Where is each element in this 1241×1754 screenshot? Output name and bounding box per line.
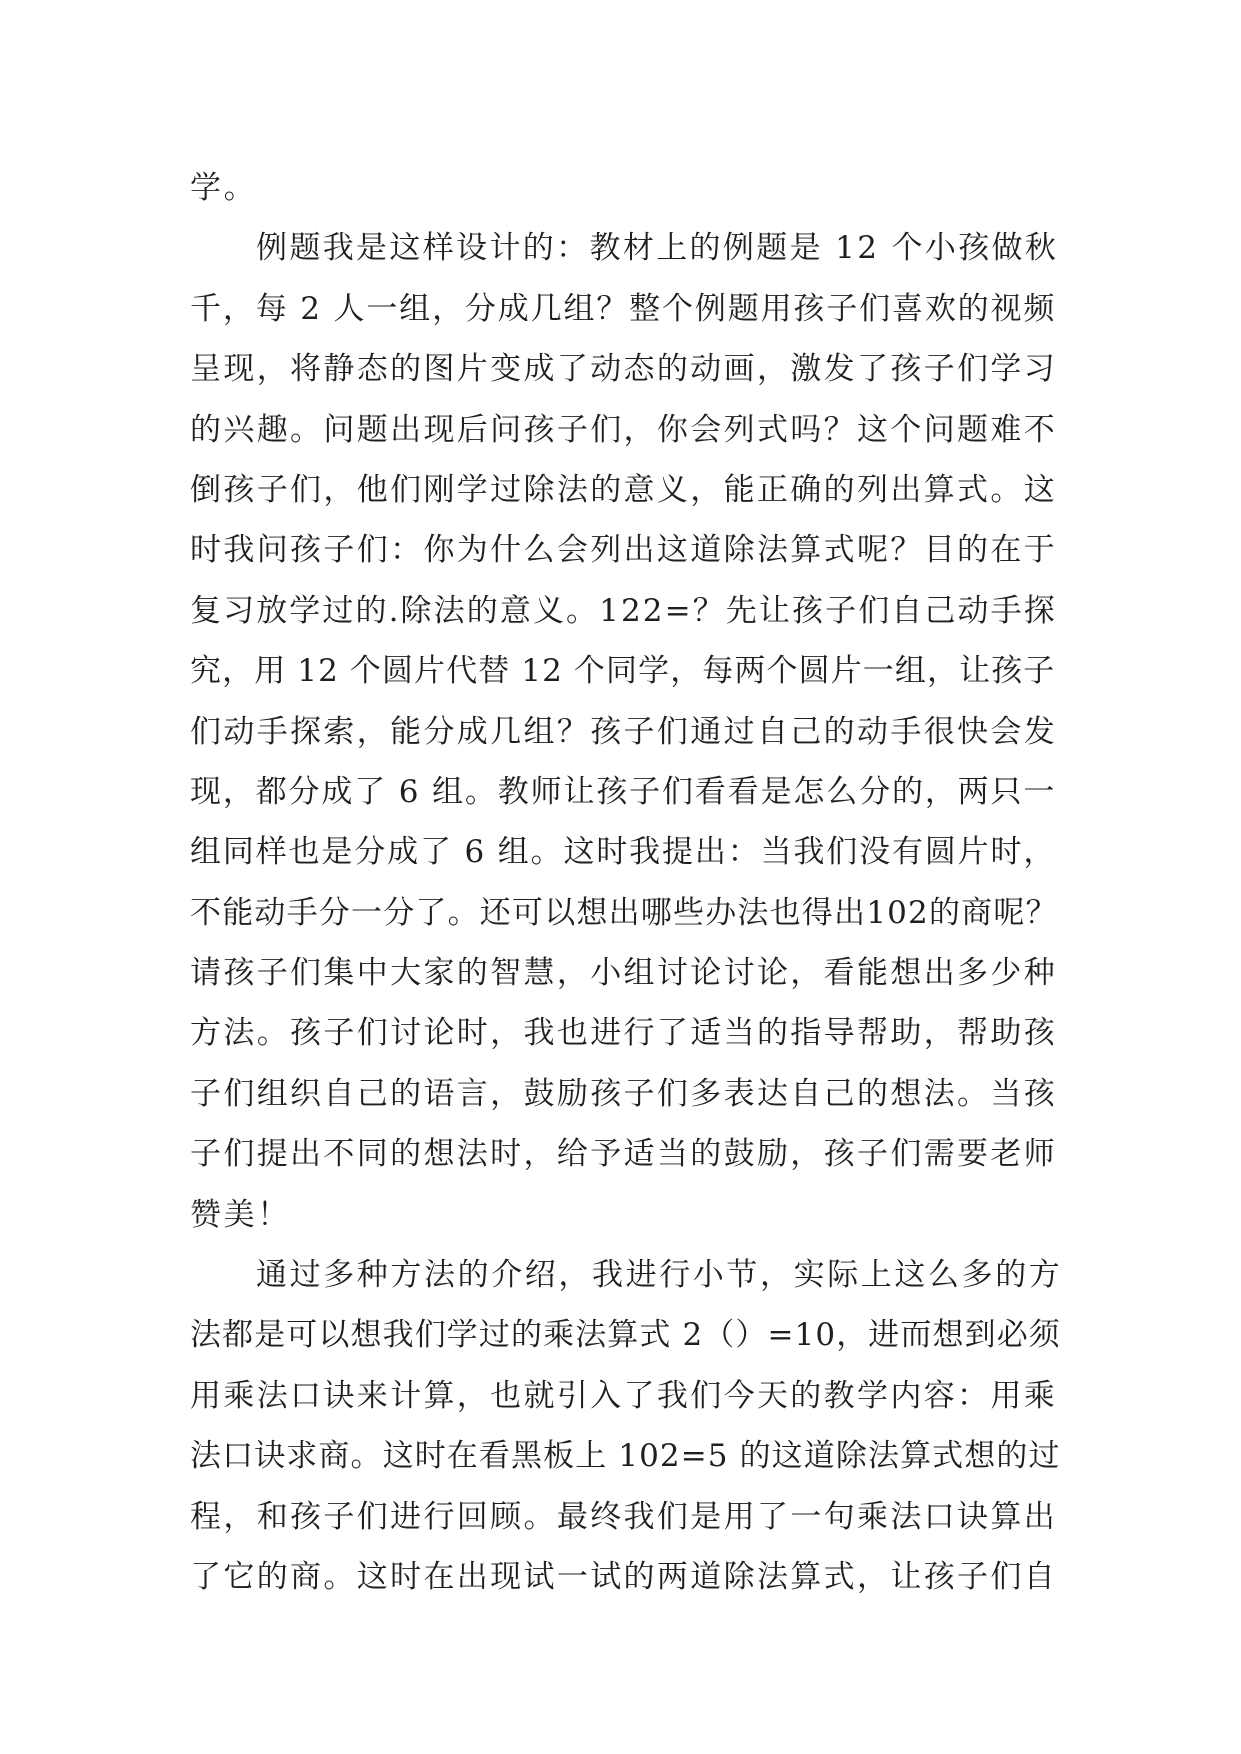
- text-line: 程，和孩子们进行回顾。最终我们是用了一句乘法口诀算出: [190, 1498, 1058, 1535]
- text-line: 赞美！: [190, 1196, 291, 1233]
- text-line: 千，每 2 人一组，分成几组？整个例题用孩子们喜欢的视频: [190, 290, 1057, 327]
- text-line: 用乘法口诀来计算，也就引入了我们今天的教学内容：用乘: [190, 1377, 1058, 1414]
- paragraph-start-line: 例题我是这样设计的：教材上的例题是 12 个小孩做秋: [256, 230, 1059, 267]
- text-line: 呈现，将静态的图片变成了动态的动画，激发了孩子们学习: [190, 351, 1058, 388]
- text-line: 组同样也是分成了 6 组。这时我提出：当我们没有圆片时，: [190, 834, 1057, 871]
- text-line: 子们组织自己的语言，鼓励孩子们多表达自己的想法。当孩: [190, 1075, 1058, 1112]
- text-line: 方法。孩子们讨论时，我也进行了适当的指导帮助，帮助孩: [190, 1015, 1058, 1052]
- text-line: 们动手探索，能分成几组？孩子们通过自己的动手很快会发: [190, 713, 1058, 750]
- text-line: 复习放学过的.除法的意义。122=？先让孩子们自己动手探: [190, 592, 1057, 629]
- text-line: 请孩子们集中大家的智慧，小组讨论讨论，看能想出多少种: [190, 955, 1058, 992]
- text-line: 究，用 12 个圆片代替 12 个同学，每两个圆片一组，让孩子: [190, 653, 1056, 690]
- text-line: 子们提出不同的想法时，给予适当的鼓励，孩子们需要老师: [190, 1136, 1058, 1173]
- text-line: 学。: [190, 170, 258, 206]
- text-line: 法口诀求商。这时在看黑板上 102=5 的这道除法算式想的过: [190, 1438, 1061, 1475]
- text-line: 不能动手分一分了。还可以想出哪些办法也得出102的商呢？: [190, 894, 1058, 931]
- body-text: [190, 158, 1063, 1607]
- text-line: 现，都分成了 6 组。教师让孩子们看看是怎么分的，两只一: [190, 773, 1057, 810]
- paragraph-start-line: 通过多种方法的介绍，我进行小节，实际上这么多的方: [256, 1257, 1063, 1294]
- text-line: 时我问孩子们：你为什么会列出这道除法算式呢？目的在于: [190, 532, 1058, 569]
- text-line: 了它的商。这时在出现试一试的两道除法算式，让孩子们自: [190, 1558, 1058, 1595]
- text-line: 的兴趣。问题出现后问孩子们，你会列式吗？这个问题难不: [190, 411, 1058, 448]
- text-line: 法都是可以想我们学过的乘法算式 2（）=10，进而想到必须: [190, 1317, 1061, 1354]
- text-line: 倒孩子们，他们刚学过除法的意义，能正确的列出算式。这: [190, 471, 1058, 508]
